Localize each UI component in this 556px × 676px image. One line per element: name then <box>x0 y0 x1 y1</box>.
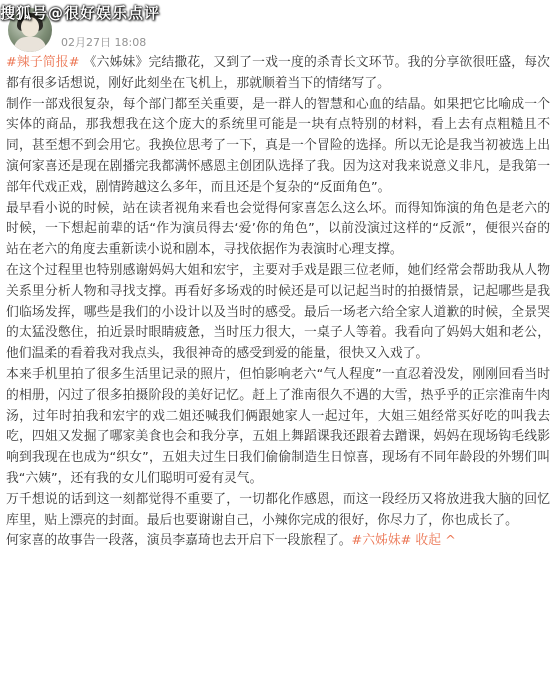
post-date[interactable]: 02月27日 18:08 <box>61 36 147 49</box>
paragraph-text: 《六姊妹》完结撒花，又到了一戏一度的杀青长文环节。我的分享欲很旺盛，每次都有很多话想说，刚好此刻坐在飞机上，那就顺着当下的情绪写了。 <box>6 55 550 91</box>
paragraph-text: 何家喜的故事告一段落，演员李嘉琦也去开启下一段旅程了。 <box>6 533 352 549</box>
paragraph-7 <box>6 531 550 552</box>
paragraph-5: 本来手机里拍了很多生活里记录的照片，但怕影响老六“气人程度”一直忍着没发，刚刚回看当时的相册，闪过了很多拍摄阶段的美好记忆。赶上了淮南很久不遇的大雪，热乎乎的正宗淮南牛肉汤，过年时拍我和宏宇的戏二姐还喊我们俩跟她家人一起过年，大姐三姐经常买好吃的叫我去吃，四姐又发掘了哪家美食也会和我分享，五姐上舞蹈课我还跟着去蹭课，妈妈在现场钩毛线影响到我现在也成为“织女”，五姐夫过生日我们偷偷制造生日惊喜，现场有不同年龄段的外甥们叫我“六姨”，还有我的女儿们聪明可爱有灵气。 <box>6 366 550 486</box>
hashtag-link[interactable]: #六姊妹# <box>351 533 412 549</box>
paragraph-1 <box>6 53 550 95</box>
paragraph-4: 在这个过程里也特别感谢妈妈大姐和宏宇，主要对手戏是跟三位老师，她们经常会帮助我从人物关系里分析人物和寻找支撑。再看好多场戏的时候还是可以记起当时的拍摄情景，记起哪些是我们临场发挥，哪些是我们的小设计以及当时的感受。最后一场老六给全家人道歉的时候，全景哭的太猛没憋住，拍近景时眼睛疲惫，当时压力很大，一桌子人等着。我看向了妈妈大姐和老公，他们温柔的看着我对我点头，我很神奇的感受到爱的能量，很快又入戏了。 <box>6 262 550 362</box>
post-content <box>6 53 550 552</box>
watermark: 搜狐号@很好娱乐点评 <box>0 4 161 22</box>
post-header <box>0 0 556 50</box>
paragraph-3: 最早看小说的时候，站在读者视角来看也会觉得何家喜怎么这么坏。而得知饰演的角色是老六的时候，一下想起前辈的话“作为演员得去‘爱’你的角色”，以前没演过这样的“反派”，便很兴奋的站在老六的角度去重新读小说和剧本，寻找依据作为表演时心理支撑。 <box>6 200 550 258</box>
collapse-button[interactable]: 收起 ^ <box>411 533 456 549</box>
paragraph-6: 万千想说的话到这一刻都觉得不重要了，一切都化作感恩，而这一段经历又将放进我大脑的回忆库里，贴上漂亮的封面。最后也要谢谢自己，小辣你完成的很好，你尽力了，你也成长了。 <box>6 491 550 528</box>
hashtag-link[interactable]: #辣子简报# <box>6 55 80 70</box>
paragraph-2: 制作一部戏很复杂，每个部门都至关重要，是一群人的智慧和心血的结晶。如果把它比喻成一个实体的商品，那我想我在这个庞大的系统里可能是一块有点特别的材料，看上去有点粗糙且不同，甚至想不到会用它。我换位思考了一下，真是一个冒险的选择。所以无论是我当初被选上出演何家喜还是现在剧播完我都满怀感恩主创团队选择了我。因为这对我来说意义非凡，是我第一部年代戏正戏，剧情跨越这么多年，而且还是个复杂的“反面角色”。 <box>6 96 550 195</box>
